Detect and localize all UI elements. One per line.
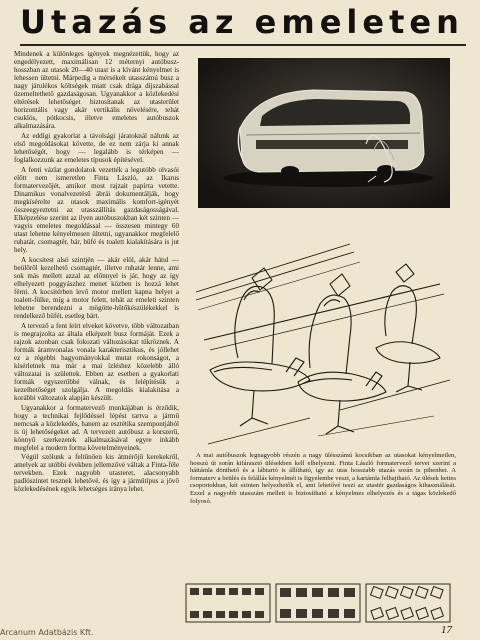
title-rule — [20, 44, 466, 46]
article-paragraph: A kocsitest alsó szintjén — akár elöl, akár hátul — beülőről kezelhető csomagtér, illetve ruhatár lenne, ami sok más mellett azzal az előnnyel is jár, hogy az így elhelyezett poggyászhez menet közben is hozzá lehet férni. A kocsitérben levő motor mellett kapna helyet a toalett-fülke, míg a motor felett, tehát az emeleti szinten lehetne berendezni a mögötte-hűtőkészülékekkel is rendelkező büfét, esetleg bárt. — [14, 255, 179, 320]
article-paragraph: Az eddigi gyakorlat a távolsági járatoknál nálunk az első megoldásokat követte, de ez nem zárja ki annak lehetőségét, hogy — legalább is térképen — foglalkozzunk az emeletes típusok építésével. — [14, 131, 179, 165]
article-paragraph: A fenti vázlat gondolatok vezették a legutóbb olvasói előtt nem ismeretlen Finta László, az Ikarus formatervezőjét, amikor most rajzait papírra vetette. Dinamikus vonalvezetésű ábrái dokumentálják, hogy megkísérelte az utasok maximális komfort-igényét összeegyeztetni az utasszállítás gazdaságosságával. Elképzelése szerint az ilyen autóbuszokban két szinten — vagyis emeletes megoldással — összesen mintegy 60 utast lehetne kényelmesen ültetni, ugyanakkor megfelelő ruhatár, csomagtér, bár, büfé és toalett kialakítására is jut hely. — [14, 165, 179, 255]
floor-plans — [184, 582, 454, 624]
article-paragraph: A tervező a fent leírt elveket követve, több változatban is megrajzolta az általa elképzelt busz formáját. Ezek a rajzok azonban csak fokozati változásokat tükröznek. A formák áramvonalas vonala karakterisztikus, és jóllehet ez a régebbi hagyományokkal mutat rokonságot, a kísérletnek ma már a mai ízléshez közelebb álló változatai is születtek. Ebben az esetben a gyakorlati formák egyszerűbbé válnak, és felépítésük a kezelhetőséget szolgálja. A megoldás kialakítása a korábbi változatok alapján készült. — [14, 321, 179, 402]
article-paragraph: Ugyanakkor a formatervező munkájában is érződik, hogy a technikai fejlődéssel lépést tartva a jármű nemcsak a közlekedés, hanem az esztétika szempontjából is új lehetőségeket ad. A tervezett autóbusz a korszerű, könnyű szerkezetek alkalmazásával egyre inkább megfelel a modern forma követelményeinek. — [14, 403, 179, 452]
article-title: Utazás az emeleten — [20, 3, 464, 41]
figure-caption — [190, 452, 456, 570]
archive-watermark: Arcanum Adatbázis Kft. — [0, 628, 94, 637]
caption-text: A mai autóbuszok legnagyobb részén a nagy ülésszámú kocsikban az utasokat kényelmetlen, hosszú út során kifárasztó ülésekben kell elhelyezni. Finta László formatervező tervei szerint a háttámla dönthető és a lábtartó is állítható, így az utas hosszabb utazás során is pihenhet. A formaterv a beülés és felállás kényelmét is figyelembe veszi, a kartámla felhajtható. Az ülések kettes csoportokban, két szinten helyezhetők el, ami lehetővé teszi az utastér gazdaságos kihasználását. Ezzel a nagyobb utasszám mellett is biztosítható a kényelmes elhelyezés és a tágas közlekedő folyosó. — [190, 452, 456, 505]
article-paragraph: Mindenek a különleges igények megnézettük, hogy az engedélyezett, maximálisan 12 méternyi autóbusz-hosszban az utasok 20—40 utast is a kívánt kényelmet is lehessen ültetni. Márpedig a mérsékelt utasszámú busz a nagy járulékos költségek miatt csak drága díjszabással üzemeltethető gazdaságosan. Ugyanakkor a közlekedési eltérések lehetőséget biztosítanak az utasterület horizontális vagy akár vertikális növelésére, tehát csuklós, pótkocsis, illetve emeletes autóbuszok alkalmazására. — [14, 50, 179, 131]
seat-drawing-image — [190, 240, 456, 450]
floor-plans-image — [184, 582, 454, 624]
page-number: 17 — [441, 624, 452, 636]
article-body — [14, 50, 179, 638]
bus-photo — [198, 58, 450, 208]
seat-drawing — [190, 240, 456, 450]
article-paragraph: Végül szólunk a feltűnően kis átmérőjű kerekekről, amelyek az utóbbi években jellemzővé váltak a Finta-féle tervekben. Ezek nagyobb utasteret, alacsonyabb padlószintet tesznek lehetővé, és így a járműtípus a jövő közlekedésének egyik lehetséges iránya lehet. — [14, 453, 179, 494]
bus-photo-image — [198, 58, 450, 208]
